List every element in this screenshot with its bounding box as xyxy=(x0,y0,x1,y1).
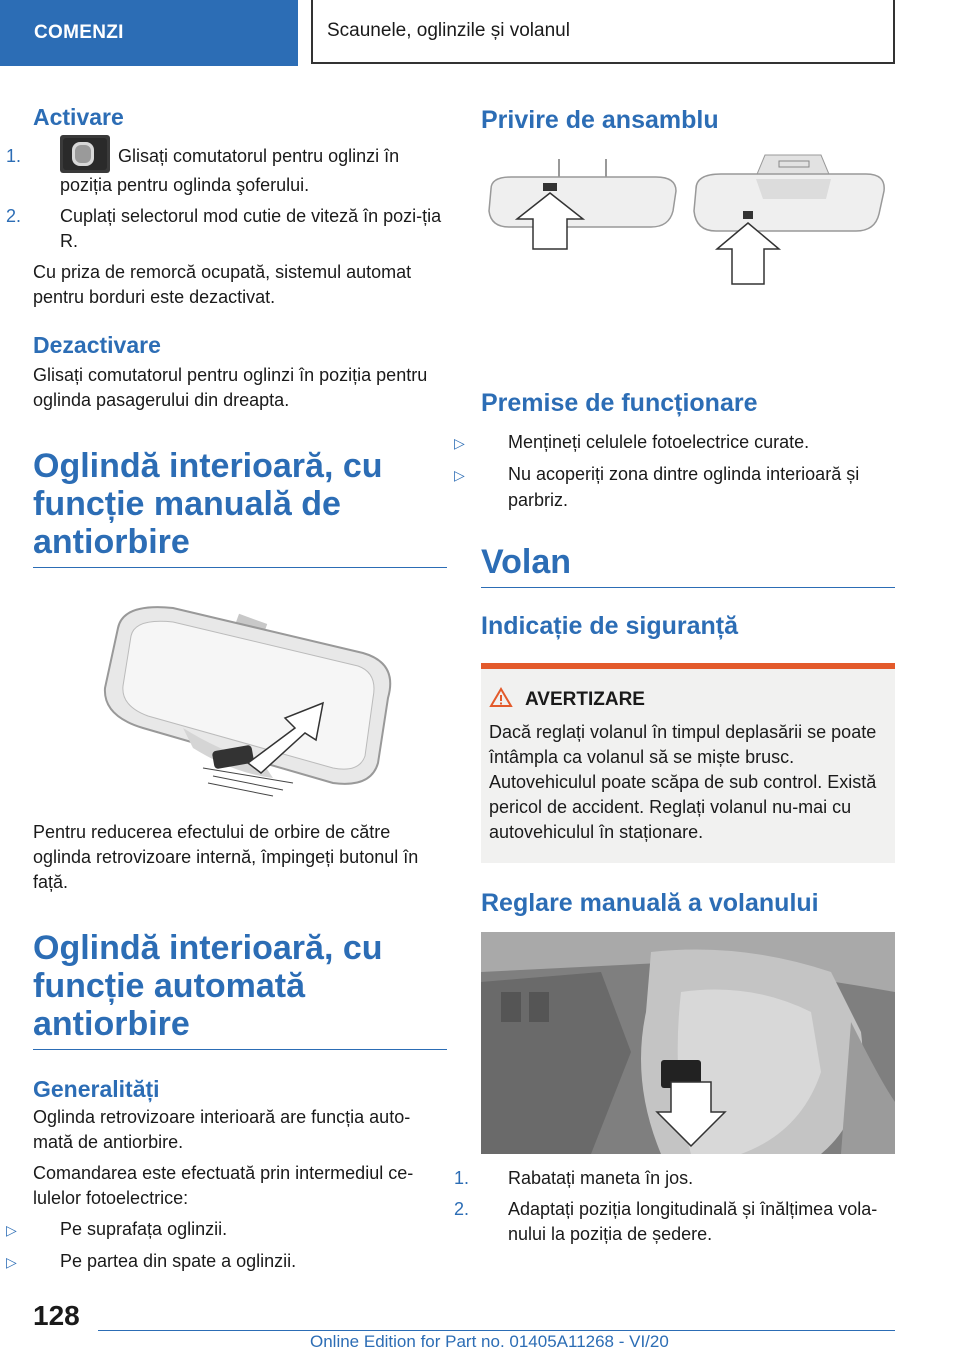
adjust-step-2: 2. Adaptați poziția longitudinală și înălțimea vola‐nului la poziția de ședere. xyxy=(454,1199,878,1244)
list-item: ▷ Nu acoperiți zona dintre oglinda interioară și parbriz. xyxy=(454,464,860,510)
switch-icon xyxy=(60,135,110,173)
generalitati-heading: Generalități xyxy=(33,1076,160,1102)
triangle-bullet-icon: ▷ xyxy=(6,1254,17,1270)
dezactivare-heading: Dezactivare xyxy=(33,332,161,358)
right-column xyxy=(454,96,895,1247)
chapter-title: Scaunele, oglinzile și volanul xyxy=(311,0,895,64)
triangle-bullet-icon: ▷ xyxy=(454,435,465,451)
activare-step-1: 1. Glisați comutatorul pentru oglinzi în poziția pentru oglinda şoferului. xyxy=(33,141,447,198)
steering-lever-photo xyxy=(481,932,895,1154)
dezactivare-text: Glisați comutatorul pentru oglinzi în poziția pentru oglinda pasagerului din dreapta. xyxy=(33,365,428,410)
mirror-overview-illustration xyxy=(481,149,895,299)
section-tab: COMENZI xyxy=(0,0,298,66)
list-item: ▷ Pe suprafața oglinzii. xyxy=(33,1217,447,1243)
manual-adjust-heading: Reglare manuală a volanului xyxy=(481,889,819,917)
footer-edition: Online Edition for Part no. 01405A11268 - VI/20 xyxy=(310,1332,669,1351)
manual-mirror-heading: Oglindă interioară, cu funcție manuală de antiorbire xyxy=(33,447,447,568)
volan-heading: Volan xyxy=(481,543,895,588)
page-header xyxy=(0,0,960,66)
left-column xyxy=(6,96,447,1275)
warning-triangle-icon xyxy=(489,687,513,714)
activare-step-2: 2. Cuplați selectorul mod cutie de viteză în pozi‐ția R. xyxy=(6,206,442,251)
generalitati-text: Oglinda retrovizoare interioară are funcția auto‐mată de antiorbire. xyxy=(33,1107,411,1152)
control-text: Comandarea este efectuată prin intermediul ce‐lulelor fotoelectrice: xyxy=(33,1163,414,1208)
footer-divider xyxy=(98,1330,895,1331)
triangle-bullet-icon: ▷ xyxy=(454,467,465,483)
warning-title: AVERTIZARE xyxy=(489,687,887,714)
auto-mirror-heading: Oglindă interioară, cu funcție automată antiorbire xyxy=(33,929,447,1050)
adjust-step-1: 1. Rabatați maneta în jos. xyxy=(454,1168,694,1188)
activare-heading: Activare xyxy=(33,104,124,130)
activare-note: Cu priza de remorcă ocupată, sistemul automat pentru borduri este dezactivat. xyxy=(33,262,412,307)
list-item: ▷ Mențineți celulele fotoelectrice curate. xyxy=(481,430,895,456)
triangle-bullet-icon: ▷ xyxy=(6,1222,17,1238)
safety-heading: Indicație de siguranță xyxy=(481,612,739,640)
warning-text: Dacă reglați volanul în timpul deplasării se poate întâmpla ca volanul să se miște brusc. Autovehiculul poate scăpa de sub control. Există pericol de accident. Reglați volanul nu‐mai cu autovehiculul în staționare. xyxy=(489,722,877,842)
page-number: 128 xyxy=(33,1300,80,1331)
manual-mirror-illustration xyxy=(33,578,447,818)
list-item: ▷ Pe partea din spate a oglinzii. xyxy=(33,1249,447,1275)
premise-heading: Premise de funcționare xyxy=(481,389,758,417)
warning-box xyxy=(481,663,895,863)
manual-mirror-text: Pentru reducerea efectului de orbire de către oglinda retrovizoare internă, împingeți butonul în față. xyxy=(33,822,419,892)
overview-heading: Privire de ansamblu xyxy=(481,106,719,134)
